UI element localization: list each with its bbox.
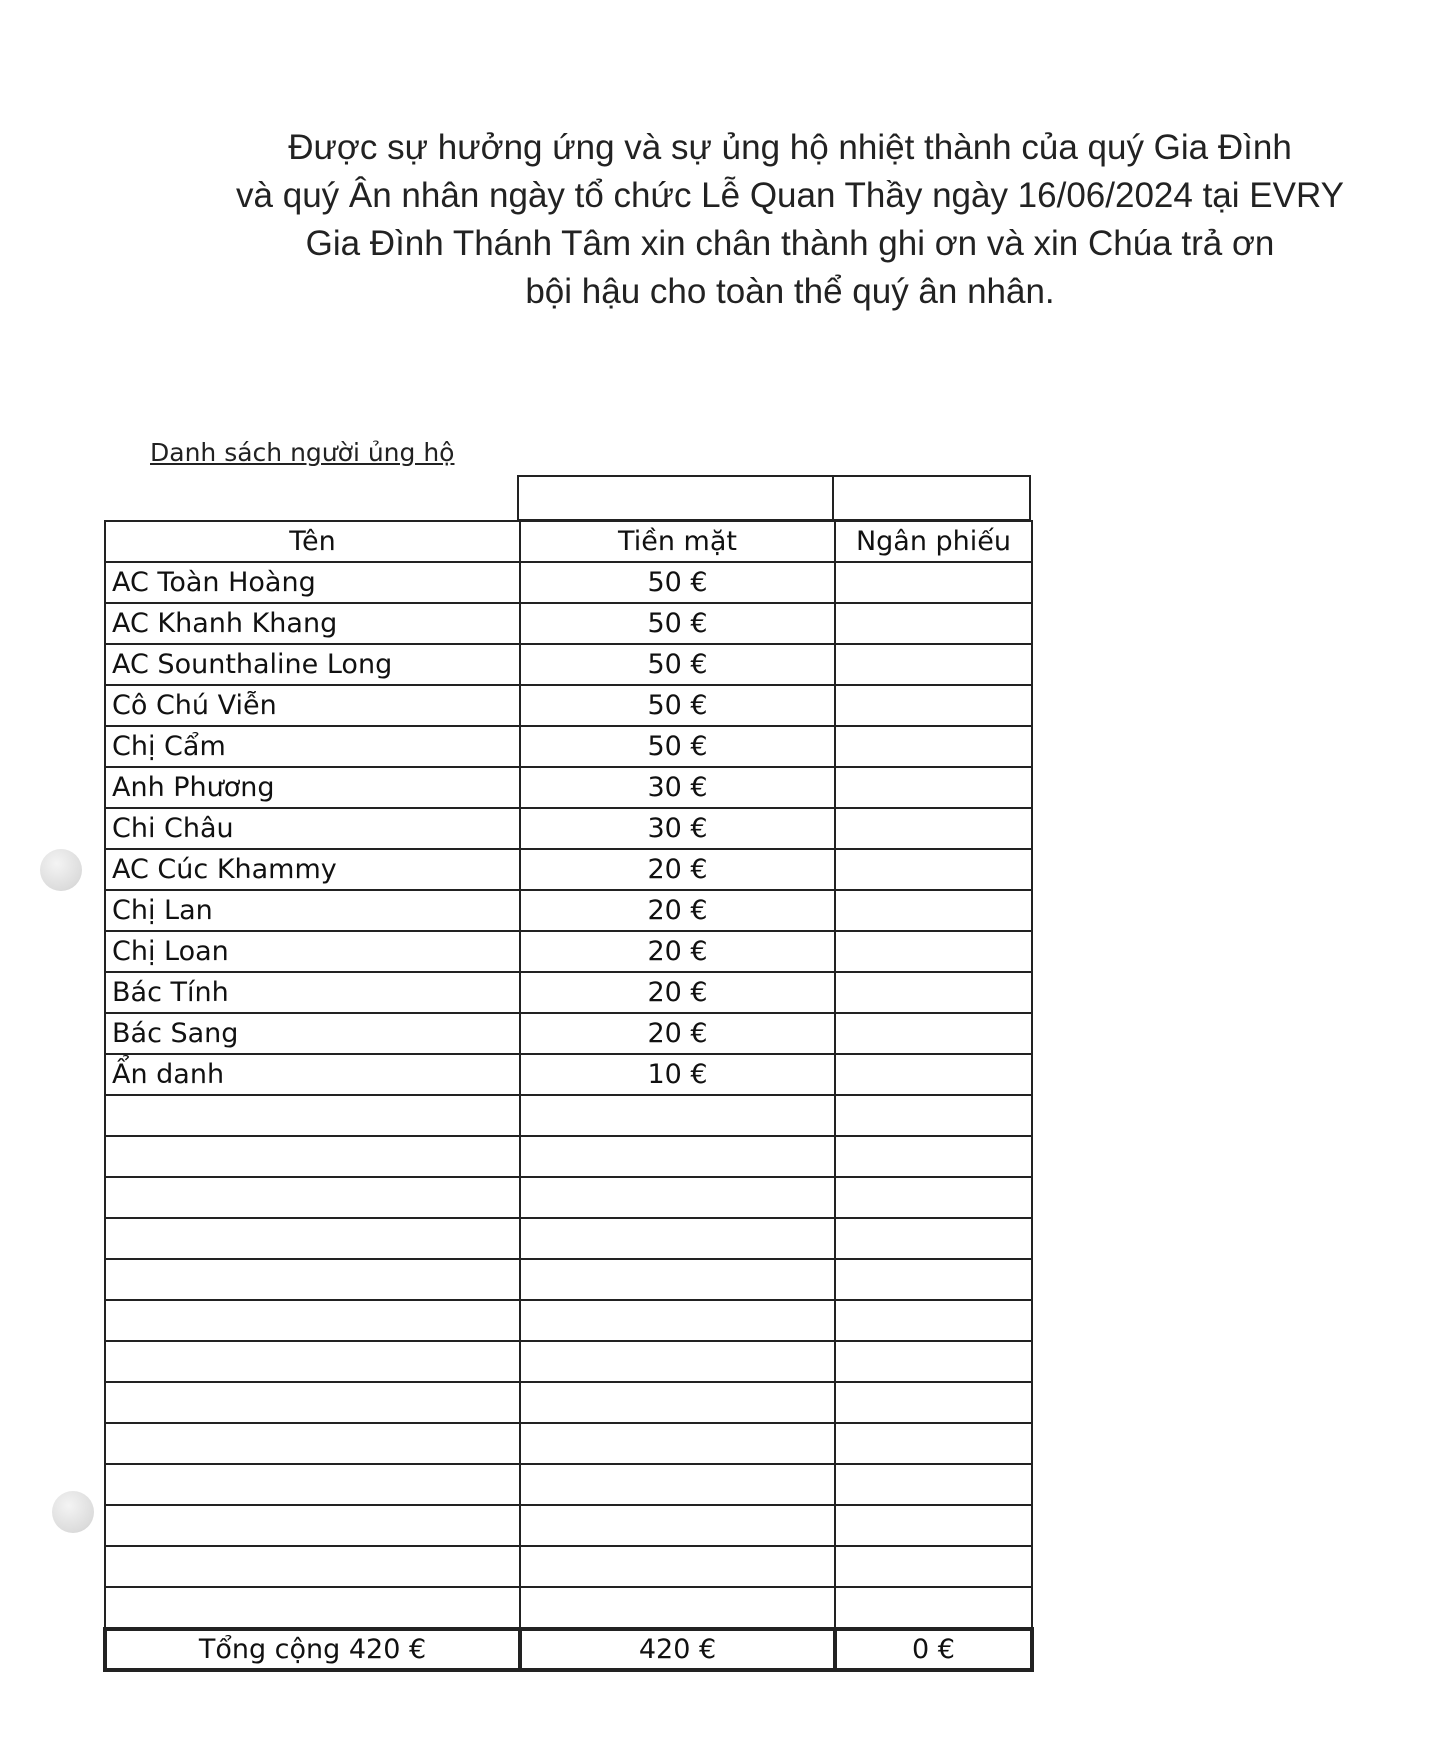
empty-row [105, 1587, 1032, 1629]
table-row [105, 849, 1032, 890]
empty-row [105, 1382, 1032, 1423]
cash-amount: 20 € [520, 931, 835, 972]
heading [160, 124, 1420, 316]
cash-amount: 30 € [520, 767, 835, 808]
cash-amount: 50 € [520, 644, 835, 685]
donor-name: Cô Chú Viễn [105, 685, 520, 726]
cash-amount: 20 € [520, 849, 835, 890]
empty-row [105, 1259, 1032, 1300]
empty-row [105, 1464, 1032, 1505]
check-amount [835, 562, 1032, 603]
donor-name: Ẩn danh [105, 1054, 520, 1095]
cash-amount: 10 € [520, 1054, 835, 1095]
donor-name: AC Toàn Hoàng [105, 562, 520, 603]
empty-row [105, 1423, 1032, 1464]
check-amount [835, 603, 1032, 644]
table-row [105, 808, 1032, 849]
empty-row [105, 1300, 1032, 1341]
check-amount [835, 972, 1032, 1013]
table-header-row [105, 521, 1032, 562]
cash-amount: 30 € [520, 808, 835, 849]
empty-row [105, 1218, 1032, 1259]
table-row [105, 1054, 1032, 1095]
table-row [105, 685, 1032, 726]
donor-name: Anh Phương [105, 767, 520, 808]
cash-amount: 50 € [520, 562, 835, 603]
check-amount [835, 849, 1032, 890]
donor-name: Bác Sang [105, 1013, 520, 1054]
header-check: Ngân phiếu [835, 521, 1032, 562]
heading-line-4: bội hậu cho toàn thể quý ân nhân. [525, 272, 1055, 311]
table-row [105, 890, 1032, 931]
empty-row [105, 1177, 1032, 1218]
header-cash: Tiền mặt [520, 521, 835, 562]
donor-name: AC Khanh Khang [105, 603, 520, 644]
check-amount [835, 767, 1032, 808]
check-amount [835, 685, 1032, 726]
header-top-box [517, 475, 1031, 521]
donor-name: Chị Lan [105, 890, 520, 931]
check-amount [835, 1013, 1032, 1054]
table-row [105, 562, 1032, 603]
check-amount [835, 890, 1032, 931]
check-amount [835, 1054, 1032, 1095]
empty-row [105, 1546, 1032, 1587]
check-amount [835, 931, 1032, 972]
empty-row [105, 1341, 1032, 1382]
punch-hole [52, 1491, 94, 1533]
donor-name: Chị Loan [105, 931, 520, 972]
donor-name: Bác Tính [105, 972, 520, 1013]
check-amount [835, 644, 1032, 685]
table-row [105, 726, 1032, 767]
cash-amount: 20 € [520, 972, 835, 1013]
donor-name: Chị Cẩm [105, 726, 520, 767]
total-label: Tổng cộng 420 € [105, 1629, 520, 1670]
heading-line-2: và quý Ân nhân ngày tổ chức Lễ Quan Thầy ngày 16/06/2024 tại EVRY [236, 176, 1344, 215]
table-row [105, 1013, 1032, 1054]
table-row [105, 644, 1032, 685]
cash-amount: 50 € [520, 685, 835, 726]
table-row [105, 603, 1032, 644]
total-check: 0 € [835, 1629, 1032, 1670]
table-row [105, 972, 1032, 1013]
donor-name: AC Sounthaline Long [105, 644, 520, 685]
check-amount [835, 808, 1032, 849]
cash-amount: 50 € [520, 603, 835, 644]
cash-amount: 20 € [520, 1013, 835, 1054]
cash-amount: 50 € [520, 726, 835, 767]
total-cash: 420 € [520, 1629, 835, 1670]
donor-table [103, 520, 1034, 1672]
donor-name: AC Cúc Khammy [105, 849, 520, 890]
empty-row [105, 1505, 1032, 1546]
heading-line-3: Gia Đình Thánh Tâm xin chân thành ghi ơn và xin Chúa trả ơn [305, 224, 1275, 263]
heading-line-1: Được sự hưởng ứng và sự ủng hộ nhiệt thành của quý Gia Đình [288, 128, 1292, 167]
table-row [105, 767, 1032, 808]
total-row [105, 1629, 1032, 1670]
empty-row [105, 1136, 1032, 1177]
cash-amount: 20 € [520, 890, 835, 931]
punch-hole [40, 849, 82, 891]
table-row [105, 931, 1032, 972]
donor-name: Chi Châu [105, 808, 520, 849]
donor-list-title: Danh sách người ủng hộ [150, 438, 455, 467]
check-amount [835, 726, 1032, 767]
empty-row [105, 1095, 1032, 1136]
header-name: Tên [105, 521, 520, 562]
